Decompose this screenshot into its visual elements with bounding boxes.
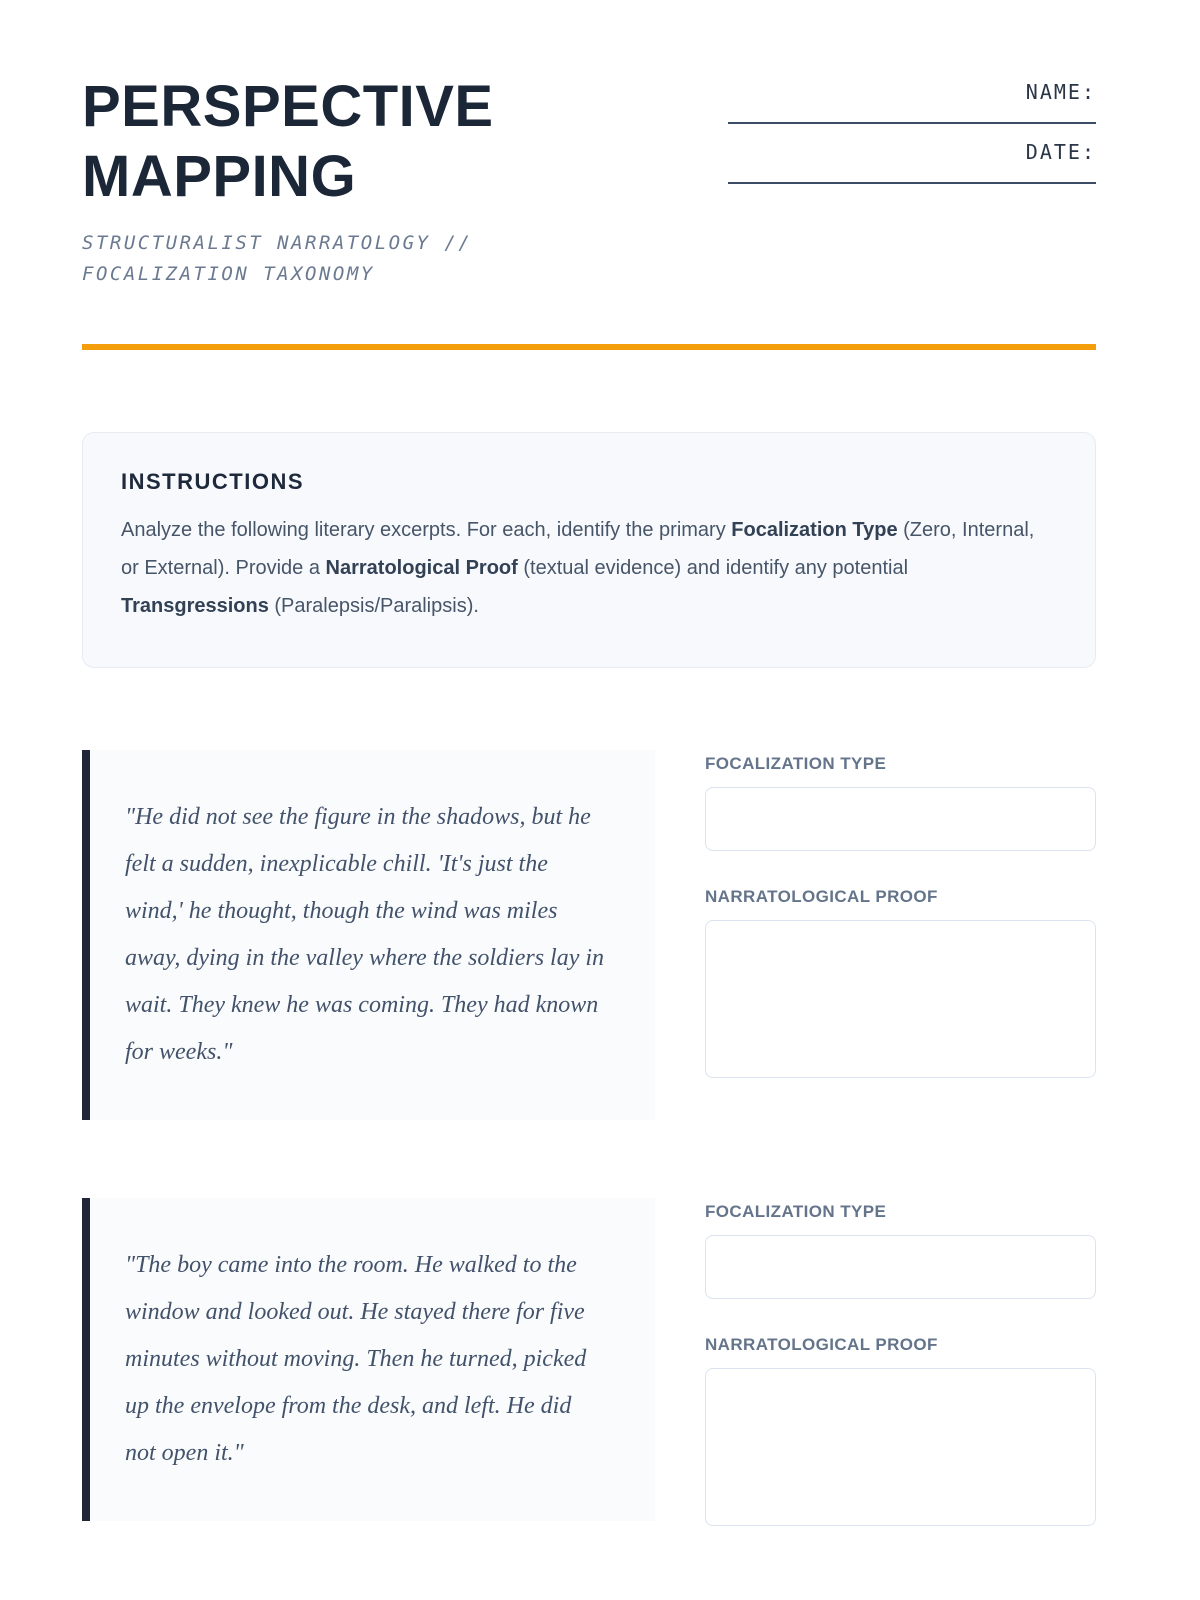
excerpt-quote-1	[82, 750, 655, 1120]
date-blank-line	[728, 182, 1096, 184]
name-blank-line	[728, 122, 1096, 124]
excerpt-text-1: "He did not see the figure in the shadows, but he felt a sudden, inexplicable chill. 'It's just the wind,' he thought, though the wind was miles away, dying in the valley where the soldiers lay in wait. They knew he was coming. They had known for weeks."	[125, 804, 605, 1065]
narratological-proof-textarea-2[interactable]	[705, 1368, 1096, 1526]
instructions-body: Analyze the following literary excerpts. For each, identify the primary Focalization Type (Zero, Internal, or External). Provide a Narratological Proof (textual evidence) and identify any potential Transgressions (Paralepsis/Paralipsis).	[121, 519, 1035, 617]
date-label: DATE:	[1025, 140, 1096, 164]
narratological-proof-label-2: NARRATOLOGICAL PROOF	[705, 1335, 938, 1354]
excerpt-section-2	[82, 1198, 1096, 1531]
focalization-type-input-1[interactable]	[705, 787, 1096, 851]
focalization-type-input-2[interactable]	[705, 1235, 1096, 1299]
focalization-type-label-1: FOCALIZATION TYPE	[705, 754, 887, 773]
excerpt-text-2: "The boy came into the room. He walked to the window and looked out. He stayed there for five minutes without moving. Then he turned, picked up the envelope from the desk, and left. He did not open it."	[125, 1252, 587, 1466]
focalization-type-label-2: FOCALIZATION TYPE	[705, 1202, 887, 1221]
instructions-heading: INSTRUCTIONS	[121, 469, 304, 494]
instructions-panel	[82, 432, 1096, 668]
answers-1	[705, 750, 1096, 1083]
name-date-block	[728, 72, 1096, 200]
header-left	[82, 72, 642, 290]
accent-divider	[82, 344, 1096, 350]
header	[82, 72, 1096, 290]
page-title: PERSPECTIVE MAPPING	[82, 74, 494, 209]
excerpt-quote-2	[82, 1198, 655, 1521]
name-label: NAME:	[1025, 80, 1096, 104]
narratological-proof-textarea-1[interactable]	[705, 920, 1096, 1078]
page-subtitle: STRUCTURALIST NARRATOLOGY // FOCALIZATION TAXONOMY	[82, 232, 473, 285]
answers-2	[705, 1198, 1096, 1531]
excerpt-section-1	[82, 750, 1096, 1120]
narratological-proof-label-1: NARRATOLOGICAL PROOF	[705, 887, 938, 906]
